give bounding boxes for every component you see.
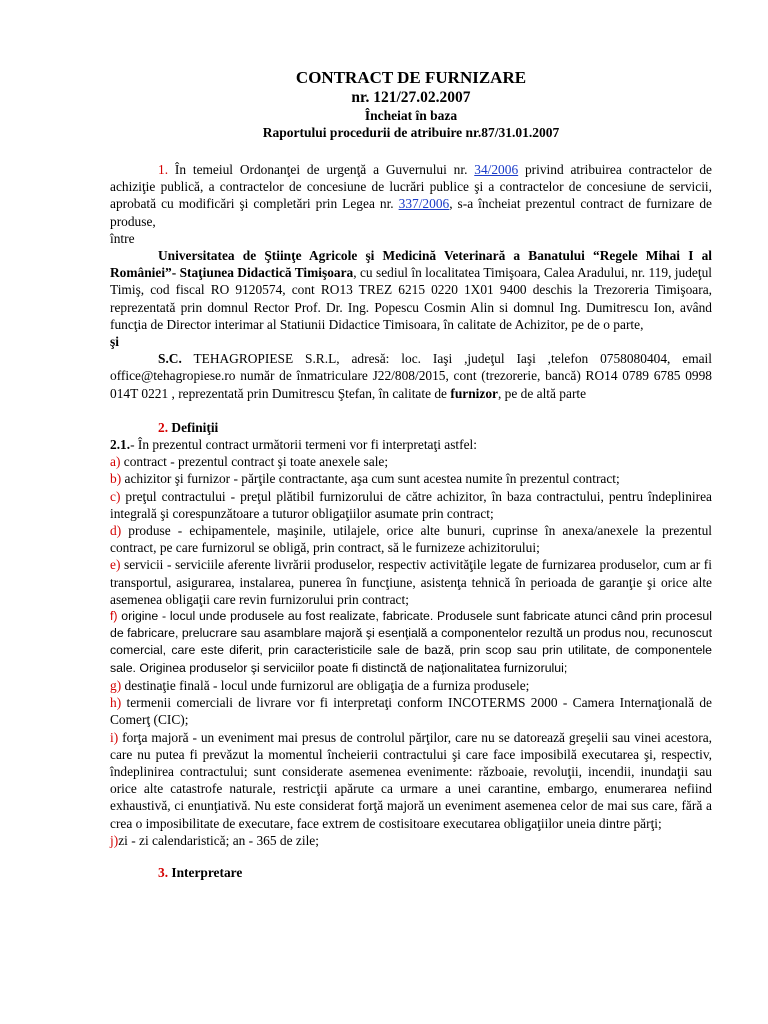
concluded-line: Încheiat în baza xyxy=(364,108,458,123)
intro-section xyxy=(110,161,712,881)
definition-text: produse - echipamentele, maşinile, utilajele, orice alte bunuri, cuprinse în anexa/anexele la prezentul contract, pe care furnizorul se obligă, prin contract, să le furnizeze achizitorului; xyxy=(110,523,712,556)
section-2-1-text: - În prezentul contract următorii termeni vor fi interpretaţi astfel: xyxy=(130,437,477,453)
intro-text-2: privind atribuirea contractelor de achiziţie publică, a contractelor de concesiune de lucrări publice şi a contractelor de concesiune de servicii, aprobată cu modificări şi completări prin Legea nr. xyxy=(110,162,713,212)
contract-title: CONTRACT DE FURNIZARE xyxy=(295,68,527,87)
contract-number: nr. 121/27.02.2007 xyxy=(351,89,471,106)
definition-letter: a) xyxy=(110,454,121,470)
section-2-number: 2. xyxy=(158,419,169,435)
party2-tail: , pe de altă parte xyxy=(497,385,587,401)
section-3-title: Interpretare xyxy=(168,864,243,880)
definition-item xyxy=(110,677,712,694)
party1-name: Universitatea de Ştiinţe Agricole şi Medicină Veterinară a Banatului “Regele Mihai I al României”- Staţiunea Didactică Timişoara xyxy=(110,248,712,281)
party1-paragraph xyxy=(110,247,712,333)
definitions-list xyxy=(110,453,712,849)
party2-details: TEHAGROPIESE S.R.L, adresă: loc. Iaşi ,judeţul Iaşi ,telefon 0758080404, email office@tehagropiese.ro număr de înmatriculare J22/808/2015, cont (trezorerie, bancă) RO14 0789 6785 0998 014T 0221 , reprezentată prin Dumitrescu Ştefan, în calitate de xyxy=(110,351,712,401)
definition-item xyxy=(110,556,712,608)
party1-details: , cu sediul în localitatea Timişoara, Calea Aradului, nr. 119, judeţul Timiş, cod fiscal RO 9120574, cont RO13 TREZ 6215 0220 1X01 9400 deschis la Trezoreria Timişoara, reprezentată prin domnul Rector Prof. Dr. Ing. Popescu Cosmin Alin si domnul Ing. Dumitrescu Ion, având funcţia de Director interimar al Statiunii Didactice Timisoara, în calitate de Achizitor, pe de o parte, xyxy=(110,265,712,332)
definition-letter: f) xyxy=(110,609,118,624)
section-2-title: Definiţii xyxy=(168,419,219,435)
definition-item xyxy=(110,832,712,849)
section-3-number: 3. xyxy=(158,864,169,880)
law-link-34-2006[interactable]: 34/2006 xyxy=(474,162,519,177)
definition-letter: e) xyxy=(110,557,121,573)
section-2-1-number: 2.1. xyxy=(110,437,131,453)
definition-text: servicii - serviciile aferente livrării produselor, respectiv activităţile legate de furnizarea produselor, cum ar fi transportul, asigurarea, instalarea, punerea în funcţiune, asistenţa tehnică în perioada de garanţie şi orice alte asemenea obligaţii care revin furnizorului prin contract; xyxy=(110,557,712,607)
section-2-heading xyxy=(110,419,712,436)
report-line: Raportului procedurii de atribuire nr.87/31.01.2007 xyxy=(262,125,560,140)
section-2-1 xyxy=(110,436,712,453)
definition-text: achizitor şi furnizor - părţile contractante, aşa cum sunt acestea numite în prezentul contract; xyxy=(121,471,620,487)
and-word: şi xyxy=(110,334,119,350)
intro-text-3: , s-a încheiat prezentul contract de furnizare de produse, xyxy=(110,196,712,229)
definition-text: contract - prezentul contract şi toate anexele sale; xyxy=(120,454,389,470)
definition-text: termenii comerciali de livrare vor fi interpretaţi conform INCOTERMS 2000 - Camera Internaţională de Comerţ (CIC); xyxy=(110,695,712,728)
intro-paragraph xyxy=(110,161,712,230)
definition-letter: b) xyxy=(110,471,122,487)
definition-item xyxy=(110,694,712,728)
definition-text: destinaţie finală - locul unde furnizorul are obligaţia de a furniza produsele; xyxy=(121,677,530,693)
definition-letter: j) xyxy=(110,832,119,848)
intro-text-1: În temeiul Ordonanţei de urgenţă a Guvernului nr. xyxy=(168,162,475,177)
definition-text: origine - locul unde produsele au fost realizate, fabricate. Produsele sunt fabricate atunci când prin procesul de fabricare, prelucrare sau asamblare majoră şi esenţială a componentelor rezultă un produs nou, recunoscut comercial, care este diferit, prin caracteristicile sale de bază, prin scop sau prin utilitate, de componentele sale. Originea produselor şi serviciilor poate fi distinctă de naţionalitatea furnizorului; xyxy=(110,609,712,675)
definition-text: zi - zi calendaristică; an - 365 de zile; xyxy=(118,832,319,848)
party2-paragraph xyxy=(110,350,712,402)
definition-letter: d) xyxy=(110,523,122,539)
definition-letter: g) xyxy=(110,677,122,693)
definition-letter: h) xyxy=(110,695,122,711)
between-word: între xyxy=(110,230,135,246)
definition-item xyxy=(110,453,712,470)
party2-role: furnizor xyxy=(450,385,498,401)
definition-text: preţul contractului - preţul plătibil furnizorului de către achizitor, în baza contractului, pentru îndeplinirea integrală şi corespunzătoare a tuturor obligaţiilor asumate prin contract; xyxy=(110,488,712,521)
definition-item xyxy=(110,488,712,522)
intro-number: 1. xyxy=(158,162,169,177)
definition-item xyxy=(110,522,712,556)
section-3-heading xyxy=(110,864,712,881)
definition-item xyxy=(110,729,712,832)
definition-item xyxy=(110,608,712,677)
law-link-337-2006[interactable]: 337/2006 xyxy=(398,196,450,212)
definition-letter: i) xyxy=(110,729,119,745)
party2-name: S.C. xyxy=(158,351,182,367)
definition-item xyxy=(110,470,712,487)
definition-letter: c) xyxy=(110,488,121,504)
definition-text: forţa majoră - un eveniment mai presus de controlul părţilor, care nu se datorează greşelii sau vinei acestora, care nu putea fi prevăzut la momentul încheierii contractului şi care face imposibilă executarea şi, respectiv, îndeplinirea contractului; sunt considerate asemenea evenimente: războaie, revoluţii, incendii, inundaţii sau orice alte catastrofe naturale, restricţii apărute ca urmare a unei carantine, embargo, enumerarea nefiind exhaustivă, ci enunţiativă. Nu este considerat forţă majoră un eveniment asemenea celor de mai sus care, fără a crea o imposibilitate de executare, face extrem de costisitoare executarea obligaţiilor uneia dintre părţi; xyxy=(110,729,712,831)
